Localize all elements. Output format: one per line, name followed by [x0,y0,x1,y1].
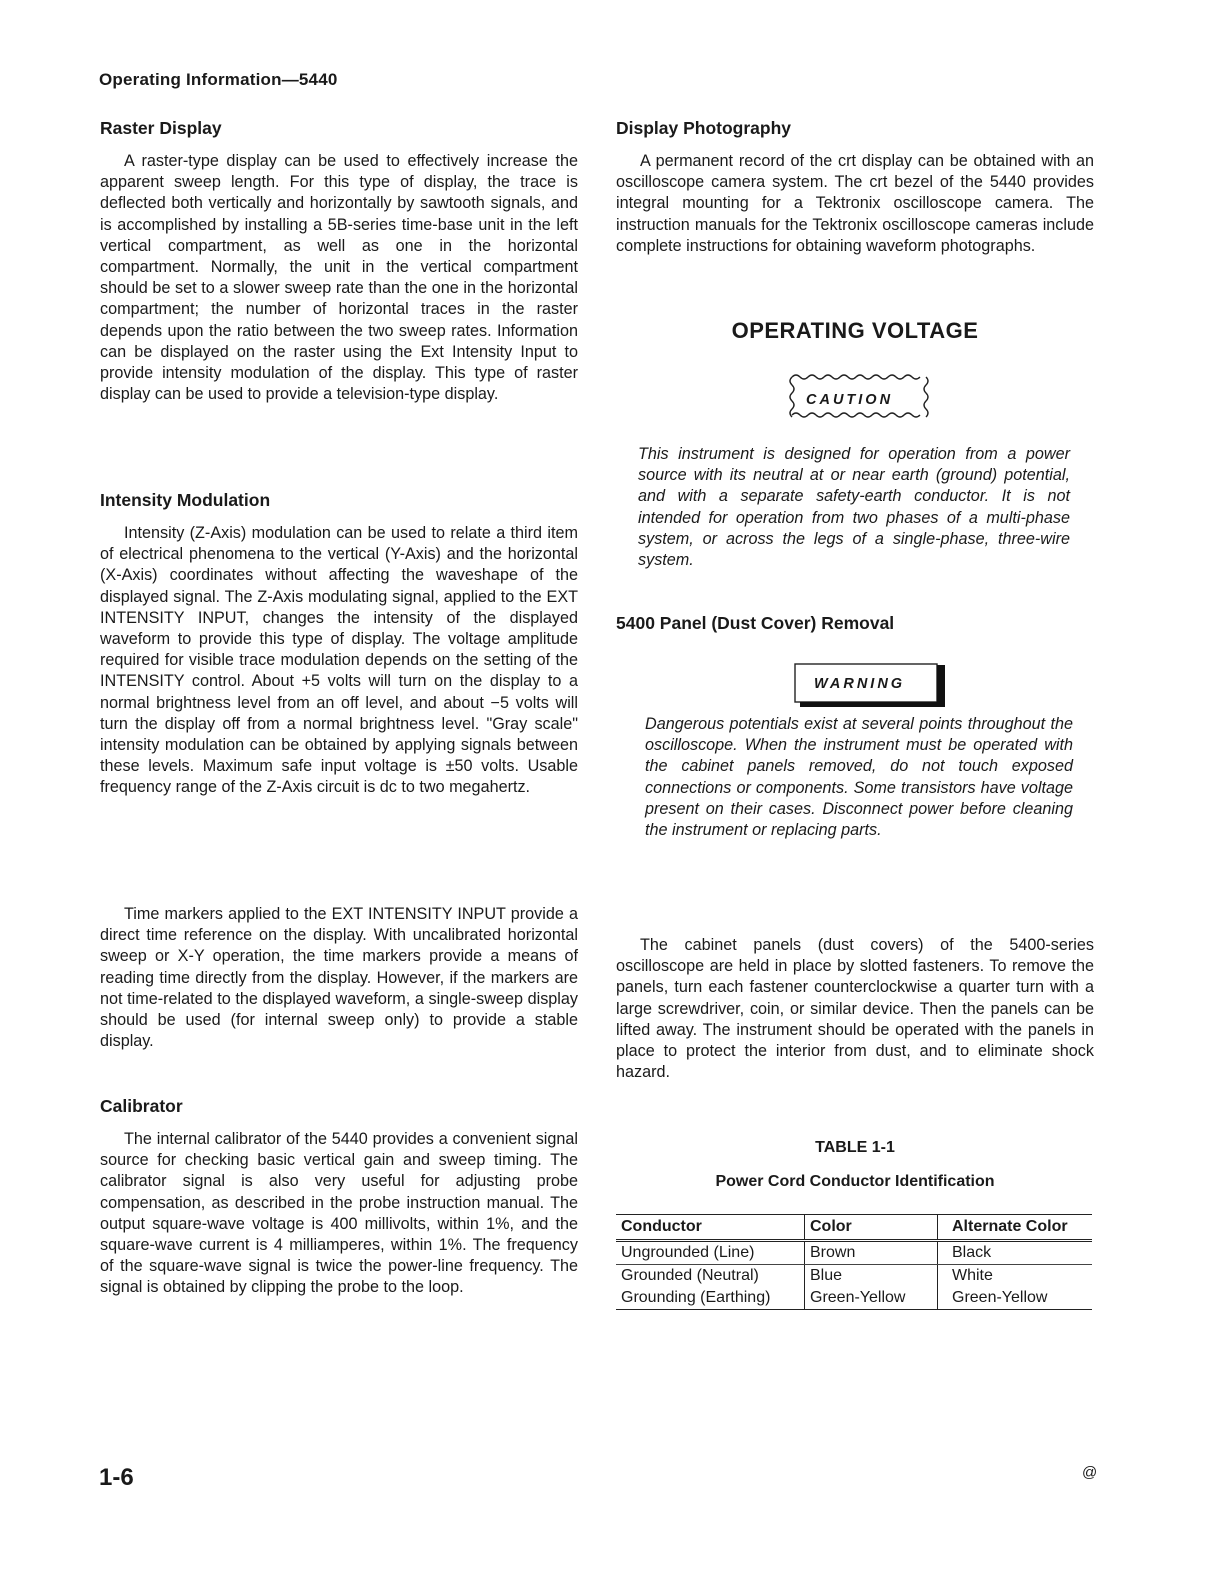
table-cell: Ungrounded (Line) [616,1241,805,1265]
table-cell: White [938,1265,1093,1288]
table-header-conductor: Conductor [616,1215,805,1241]
caution-label: CAUTION [806,392,894,408]
raster-display-paragraph: A raster-type display can be used to effectively increase the apparent sweep length. For this type of display, the trace is deflected both vertically and horizontally by sawtooth signals, and is accomplished by installing a 5B-series time-base unit in the left vertical compartment, as well as one in the horizontal compartment. Normally, the unit in the vertical compartment should be set to a slower sweep rate than the one in the horizontal compartment; the number of horizontal traces in the raster depends upon the ratio between the two sweep rates. Information can be displayed on the raster using the Ext Intensity Input to provide intensity modulation of the display. This type of raster display can be used to provide a television-type display. [100,152,578,404]
table-cell: Grounded (Neutral) [621,1267,759,1284]
caution-box [786,371,932,419]
intensity-modulation-section [100,490,578,799]
table-cell: Grounding (Earthing) [616,1287,805,1310]
table-cell: Blue [805,1265,938,1288]
table-header-color: Color [805,1215,938,1241]
caution-notice [638,444,1070,571]
time-markers-section [100,904,578,1052]
panel-removal-body [616,935,1094,1083]
panel-removal-heading: 5400 Panel (Dust Cover) Removal [616,613,895,633]
calibrator-paragraph: The internal calibrator of the 5440 provides a convenient signal source for checking basic vertical gain and sweep timing. The calibrator signal is also very useful for adjusting probe compensation, as described in the probe instruction manual. The output square-wave voltage is 400 millivolts, within 1%, and the square-wave current is 4 milliamperes, within 1%. The frequency of the square-wave signal is twice the power-line frequency. The signal is obtained by clipping the probe to the loop. [100,1130,578,1297]
intensity-modulation-paragraph-2: Time markers applied to the EXT INTENSITY INPUT provide a direct time reference on the display. With uncalibrated horizontal sweep or X-Y operation, the time markers provide a means of reading time directly from the display. However, if the markers are not time-related to the displayed waveform, a single-sweep display should be used (for internal sweep only) to provide a stable display. [100,905,578,1051]
operating-voltage-title: OPERATING VOLTAGE [731,318,979,343]
caution-text: This instrument is designed for operation from a power source with its neutral at or near earth (ground) potential, and with a separate safety-earth conductor. It is not intended for operation from two phases of a multi-phase system, or across the legs of a single-phase, three-wire system. [638,445,1070,570]
display-photography-paragraph: A permanent record of the crt display can be obtained with an oscilloscope camera system. The crt bezel of the 5440 provides integral mounting for a Tektronix oscilloscope camera. The instruction manuals for the Tektronix oscilloscope cameras include complete instructions for obtaining waveform photographs. [616,152,1094,255]
intensity-modulation-heading: Intensity Modulation [100,490,271,510]
table-header-alternate-color: Alternate Color [938,1215,1093,1241]
running-head: Operating Information—5440 [99,70,338,89]
raster-display-section [100,118,578,405]
table-header-row [616,1215,1092,1241]
table-cell: Green-Yellow [938,1287,1093,1310]
warning-box [794,663,946,709]
panel-removal-section [616,613,1094,634]
table-title: Power Cord Conductor Identification [715,1173,995,1190]
table-row [616,1241,1092,1265]
table-cell: Brown [805,1241,938,1265]
panel-removal-paragraph: The cabinet panels (dust covers) of the 5400-series oscilloscope are held in place by slotted fasteners. To remove the panels, turn each fastener counterclockwise a quarter turn with a large screwdriver, coin, or similar device. Then the panels can be lifted away. The instrument should be operated with the panels in place to protect the interior from dust, and to eliminate shock hazard. [616,936,1094,1082]
table-cell: Green-Yellow [805,1287,938,1310]
table-row [616,1287,1092,1310]
table-number: TABLE 1-1 [815,1139,895,1156]
calibrator-heading: Calibrator [100,1096,183,1116]
display-photography-heading: Display Photography [616,118,792,138]
intensity-modulation-paragraph-1: Intensity (Z-Axis) modulation can be used to relate a third item of electrical phenomena to the vertical (Y-Axis) and the horizontal (X-Axis) coordinates without affecting the waveshape of the displayed signal. The Z-Axis modulating signal, applied to the EXT INTENSITY INPUT, changes the intensity of the displayed waveform to provide this type of display. The voltage amplitude required for visible trace modulation depends on the setting of the INTENSITY control. About +5 volts will turn on the display to a normal brightness level from an off level, and about −5 volts will turn the display off from a normal brightness level. "Gray scale" intensity modulation can be obtained by applying signals between these levels. Maximum safe input voltage is ±50 volts. Usable frequency range of the Z-Axis circuit is dc to two megahertz. [100,524,578,797]
warning-text: Dangerous potentials exist at several points throughout the oscilloscope. When the instrument must be operated with the cabinet panels removed, do not touch exposed connections or components. Some transistors have voltage present on their cases. Disconnect power before cleaning the instrument or replacing parts. [645,715,1073,840]
calibrator-section [100,1096,578,1299]
display-photography-section [616,118,1094,257]
table-cell: Black [938,1241,1093,1265]
power-cord-table [616,1214,1092,1310]
raster-display-heading: Raster Display [100,118,222,138]
page-number: 1-6 [99,1464,134,1491]
page-mark: @ [1082,1464,1098,1481]
warning-notice [645,714,1073,841]
warning-label: WARNING [814,676,906,692]
table-row [616,1265,1092,1288]
